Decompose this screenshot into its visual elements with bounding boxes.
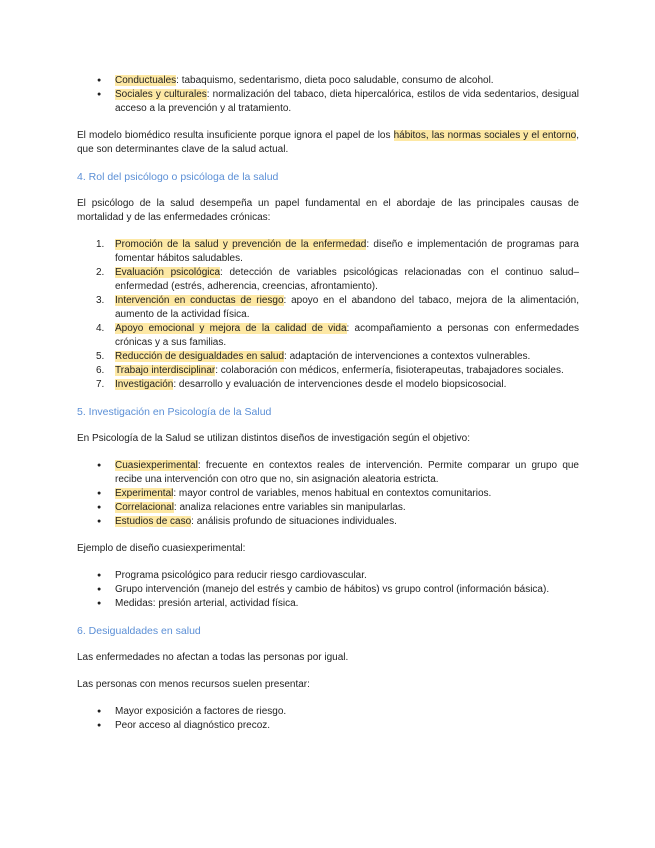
highlighted-term: Correlacional — [115, 502, 174, 513]
list-item: 6. Trabajo interdisciplinar: colaboración con médicos, enfermería, fisioterapeutas, trabajadores sociales. — [96, 365, 564, 376]
list-item: ● Correlacional: analiza relaciones entre variables sin manipularlas. — [77, 501, 579, 515]
inequality-list — [77, 705, 579, 733]
list-item-text: : normalización del tabaco, dieta hipercalórica, estilos de vida sedentarios, desigual acceso a la prevención y al tratamiento. — [115, 89, 579, 114]
section-5-intro: En Psicología de la Salud se utilizan distintos diseños de investigación según el objetivo: — [77, 433, 471, 444]
list-item: ● Peor acceso al diagnóstico precoz. — [77, 719, 579, 733]
section-6-paragraph: Las personas con menos recursos suelen presentar: — [77, 679, 310, 690]
section-heading-4: 4. Rol del psicólogo o psicóloga de la salud — [77, 171, 279, 183]
list-item: 1. Promoción de la salud y prevención de la enfermedad: diseño e implementación de programas para fomentar hábitos saludables. — [96, 239, 579, 264]
list-item-text: : tabaquismo, sedentarismo, dieta poco saludable, consumo de alcohol. — [176, 75, 494, 86]
list-item: ● Estudios de caso: análisis profundo de situaciones individuales. — [77, 515, 579, 529]
highlighted-term: Investigación — [115, 379, 174, 390]
section-heading-6: 6. Desigualdades en salud — [77, 625, 201, 637]
highlighted-term: Sociales y culturales — [115, 89, 207, 100]
list-item — [77, 74, 579, 88]
example-intro: Ejemplo de diseño cuasiexperimental: — [77, 543, 246, 554]
list-item: ● Mayor exposición a factores de riesgo. — [77, 705, 579, 719]
section-6-paragraph: Las enfermedades no afectan a todas las personas por igual. — [77, 652, 349, 663]
highlighted-term: Trabajo interdisciplinar — [115, 365, 216, 376]
highlighted-term: Estudios de caso — [115, 516, 192, 527]
psychologist-roles-list — [77, 238, 579, 392]
highlighted-term: Experimental — [115, 488, 174, 499]
list-item: ● Experimental: mayor control de variables, menos habitual en contextos comunitarios. — [77, 487, 579, 501]
biomedical-paragraph: El modelo biomédico resulta insuficiente porque ignora el papel de los hábitos, las normas sociales y el entorno, que son determinantes clave de la salud actual. — [77, 130, 579, 155]
highlighted-term: Evaluación psicológica — [115, 267, 221, 278]
section-4-intro: El psicólogo de la salud desempeña un papel fundamental en el abordaje de las principales causas de mortalidad y de las enfermedades crónicas: — [77, 198, 579, 223]
list-item: 7. Investigación: desarrollo y evaluación de intervenciones desde el modelo biopsicosocial. — [96, 379, 507, 390]
research-designs-list — [77, 459, 579, 529]
highlighted-term: Cuasiexperimental — [115, 460, 198, 471]
list-item: 4. Apoyo emocional y mejora de la calidad de vida: acompañamiento a personas con enfermedades crónicas y a sus familias. — [96, 323, 579, 348]
list-item — [77, 88, 579, 116]
highlighted-term: Promoción de la salud y prevención de la enfermedad — [115, 239, 367, 250]
highlighted-term: Reducción de desigualdades en salud — [115, 351, 285, 362]
example-list — [77, 569, 579, 611]
list-item: ● Programa psicológico para reducir riesgo cardiovascular. — [77, 569, 579, 583]
list-item: 5. Reducción de desigualdades en salud: adaptación de intervenciones a contextos vulnerables. — [96, 351, 531, 362]
highlighted-term: Conductuales — [115, 75, 177, 86]
highlighted-term: Apoyo emocional y mejora de la calidad de vida — [115, 323, 347, 334]
risk-factors-list — [77, 74, 579, 116]
list-item: 2. Evaluación psicológica: detección de variables psicológicas relacionadas con el continuo salud–enfermedad (estrés, adherencia, creencias, afrontamiento). — [96, 267, 579, 292]
highlighted-term: Intervención en conductas de riesgo — [115, 295, 284, 306]
list-item: ● Cuasiexperimental: frecuente en contextos reales de intervención. Permite comparar un grupo que recibe una intervención con otro que no, sin asignación aleatoria estricta. — [77, 459, 579, 487]
section-heading-5: 5. Investigación en Psicología de la Salud — [77, 406, 272, 418]
list-item: ● Grupo intervención (manejo del estrés y cambio de hábitos) vs grupo control (información básica). — [77, 583, 579, 597]
list-item: ● Medidas: presión arterial, actividad física. — [77, 597, 579, 611]
list-item: 3. Intervención en conductas de riesgo: apoyo en el abandono del tabaco, mejora de la alimentación, aumento de la actividad física. — [96, 295, 579, 320]
highlighted-term: hábitos, las normas sociales y el entorno — [393, 130, 577, 141]
